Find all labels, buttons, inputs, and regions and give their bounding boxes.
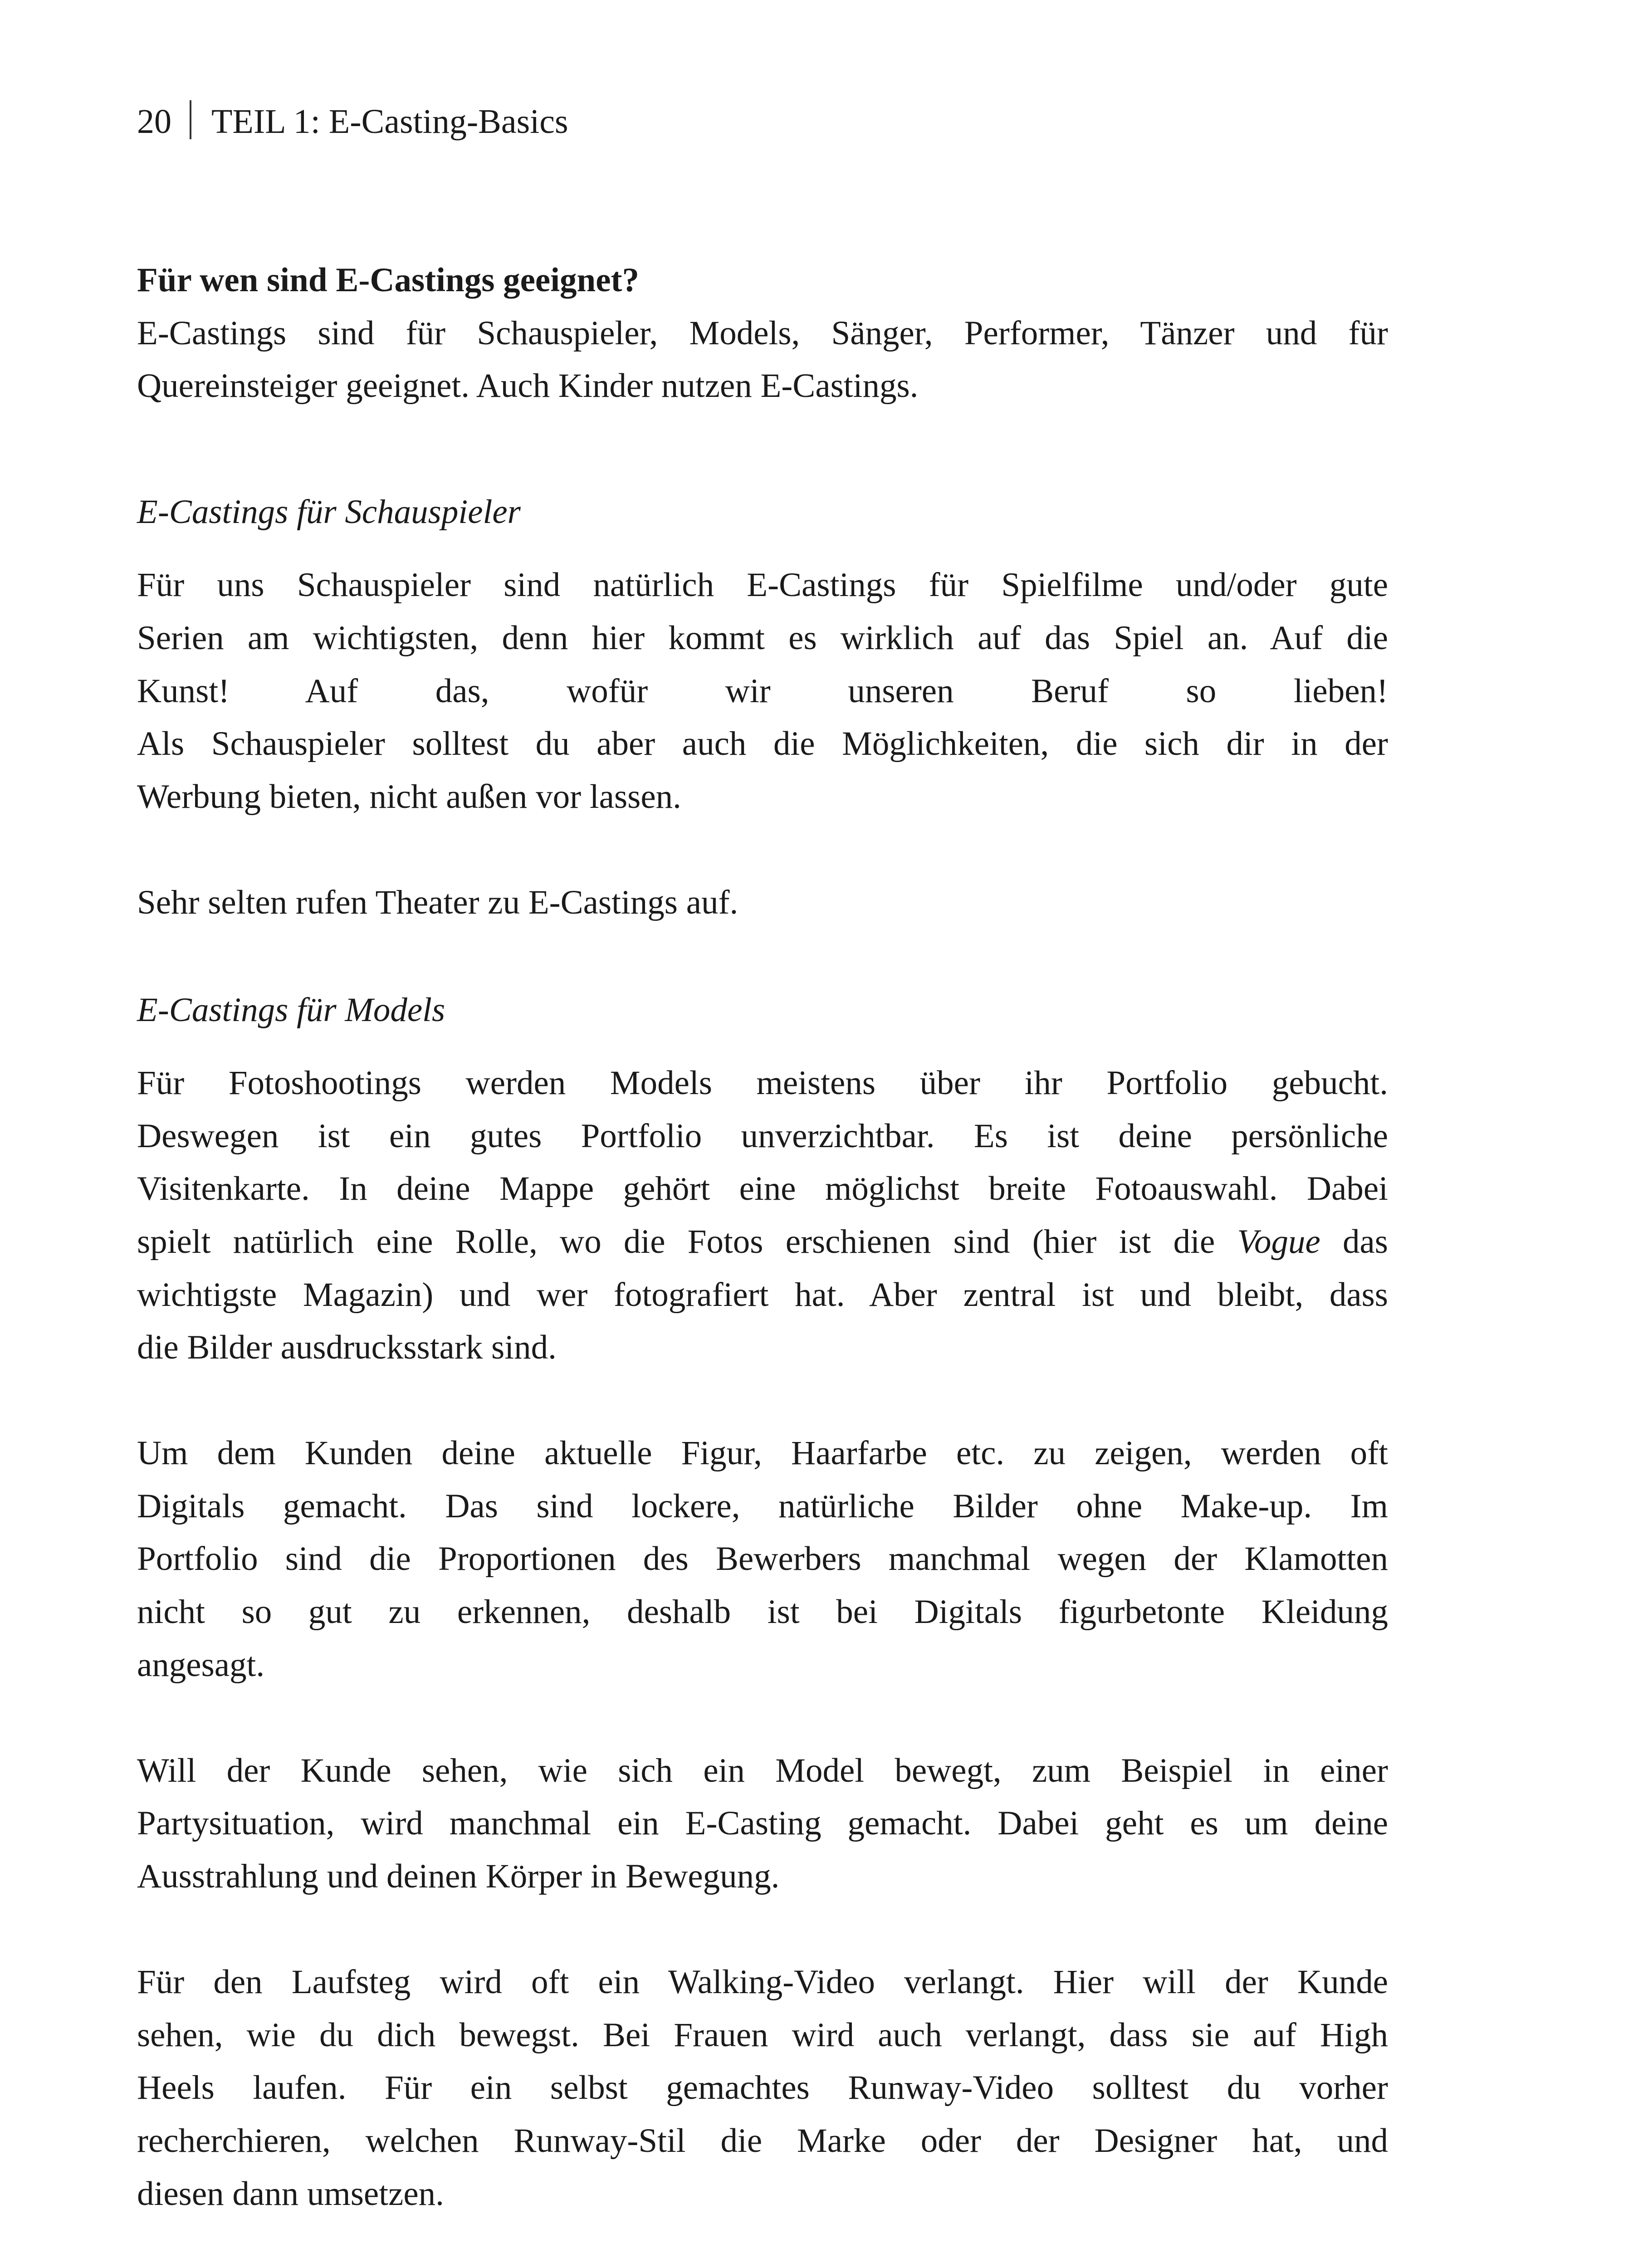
text-line xyxy=(137,2115,1388,2168)
text-segment: Für uns Schauspieler sind natürlich E-Castings für Spielfilme und/oder gute xyxy=(137,566,1388,604)
text-segment: E-Castings für Schauspieler xyxy=(137,493,521,531)
paragraph xyxy=(137,307,1388,413)
paragraph xyxy=(137,1427,1388,1691)
text-line xyxy=(137,771,1388,824)
paragraph xyxy=(137,1745,1388,1903)
text-line xyxy=(137,718,1388,771)
text-segment: Kunst! Auf das, wofür wir unseren Beruf so lieben! xyxy=(137,672,1388,710)
text-line xyxy=(137,1321,1388,1374)
subsection-heading xyxy=(137,486,1388,539)
text-segment: recherchieren, welchen Runway-Stil die Marke oder der Designer hat, und xyxy=(137,2122,1388,2160)
text-segment: Ausstrahlung und deinen Körper in Bewegung. xyxy=(137,1857,780,1896)
text-segment: E-Castings für Models xyxy=(137,991,445,1029)
text-line xyxy=(137,307,1388,360)
page-number: 20 xyxy=(137,103,171,141)
text-segment: spielt natürlich eine Rolle, wo die Fotos erschienen sind (hier ist die xyxy=(137,1222,1237,1261)
text-line xyxy=(137,2168,1388,2221)
text-line xyxy=(137,984,1388,1037)
text-line xyxy=(137,1533,1388,1586)
text-line xyxy=(137,1163,1388,1216)
text-segment: sehen, wie du dich bewegst. Bei Frauen wird auch verlangt, dass sie auf High xyxy=(137,2016,1388,2054)
text-segment: wichtigste Magazin) und wer fotografiert hat. Aber zentral ist und bleibt, dass xyxy=(137,1276,1388,1314)
text-segment: angesagt. xyxy=(137,1646,265,1684)
text-segment: Will der Kunde sehen, wie sich ein Model bewegt, zum Beispiel in einer xyxy=(137,1751,1388,1789)
text-line xyxy=(137,559,1388,612)
paragraph xyxy=(137,876,1388,929)
text-segment: E-Castings sind für Schauspieler, Models, Sänger, Performer, Tänzer und für xyxy=(137,314,1388,352)
text-line xyxy=(137,665,1388,718)
text-line xyxy=(137,1850,1388,1903)
text-segment: Digitals gemacht. Das sind lockere, natürliche Bilder ohne Make-up. Im xyxy=(137,1487,1388,1525)
magazine-title: Vogue xyxy=(1237,1222,1320,1261)
text-line xyxy=(137,2062,1388,2115)
text-line xyxy=(137,612,1388,665)
text-line xyxy=(137,1057,1388,1110)
page-body xyxy=(137,0,1388,2220)
text-line xyxy=(137,1480,1388,1533)
text-segment: Heels laufen. Für ein selbst gemachtes Runway-Video solltest du vorher xyxy=(137,2069,1388,2107)
paragraph xyxy=(137,1956,1388,2220)
text-segment: nicht so gut zu erkennen, deshalb ist bei Digitals figurbetonte Kleidung xyxy=(137,1593,1388,1631)
subsection-heading xyxy=(137,984,1388,1037)
text-segment: Für wen sind E-Castings geeignet? xyxy=(137,261,640,299)
text-line xyxy=(137,1427,1388,1480)
text-line xyxy=(137,1269,1388,1322)
chapter-title: TEIL 1: E-Casting-Basics xyxy=(211,103,568,141)
paragraph xyxy=(137,1057,1388,1374)
text-line xyxy=(137,1216,1388,1269)
text-segment: Quereinsteiger geeignet. Auch Kinder nutzen E-Castings. xyxy=(137,367,919,405)
text-segment: Serien am wichtigsten, denn hier kommt es wirklich auf das Spiel an. Auf die xyxy=(137,619,1388,657)
text-segment: Sehr selten rufen Theater zu E-Castings auf. xyxy=(137,883,738,921)
text-line xyxy=(137,876,1388,929)
text-segment: Als Schauspieler solltest du aber auch die Möglichkeiten, die sich dir in der xyxy=(137,725,1388,763)
text-segment: Partysituation, wird manchmal ein E-Casting gemacht. Dabei geht es um deine xyxy=(137,1804,1388,1843)
text-line xyxy=(137,360,1388,413)
text-segment: Werbung bieten, nicht außen vor lassen. xyxy=(137,777,681,816)
section-heading xyxy=(137,254,1388,307)
text-segment: Für Fotoshootings werden Models meistens über ihr Portfolio gebucht. xyxy=(137,1064,1388,1102)
text-line xyxy=(137,1797,1388,1850)
paragraph xyxy=(137,559,1388,823)
text-line xyxy=(137,486,1388,539)
text-line xyxy=(137,1110,1388,1163)
text-line xyxy=(137,254,1388,307)
text-line xyxy=(137,1956,1388,2009)
text-segment: das xyxy=(1320,1222,1388,1261)
text-segment: diesen dann umsetzen. xyxy=(137,2175,444,2213)
text-segment: Für den Laufsteg wird oft ein Walking-Video verlangt. Hier will der Kunde xyxy=(137,1963,1388,2001)
text-line xyxy=(137,1639,1388,1692)
text-line xyxy=(137,1745,1388,1798)
text-segment: Visitenkarte. In deine Mappe gehört eine möglichst breite Fotoauswahl. Dabei xyxy=(137,1170,1388,1208)
text-line xyxy=(137,2009,1388,2062)
text-segment: Deswegen ist ein gutes Portfolio unverzichtbar. Es ist deine persönliche xyxy=(137,1117,1388,1155)
text-segment: Um dem Kunden deine aktuelle Figur, Haarfarbe etc. zu zeigen, werden oft xyxy=(137,1434,1388,1472)
text-line xyxy=(137,1586,1388,1639)
text-segment: die Bilder ausdrucksstark sind. xyxy=(137,1329,557,1367)
text-segment: Portfolio sind die Proportionen des Bewerbers manchmal wegen der Klamotten xyxy=(137,1540,1388,1578)
